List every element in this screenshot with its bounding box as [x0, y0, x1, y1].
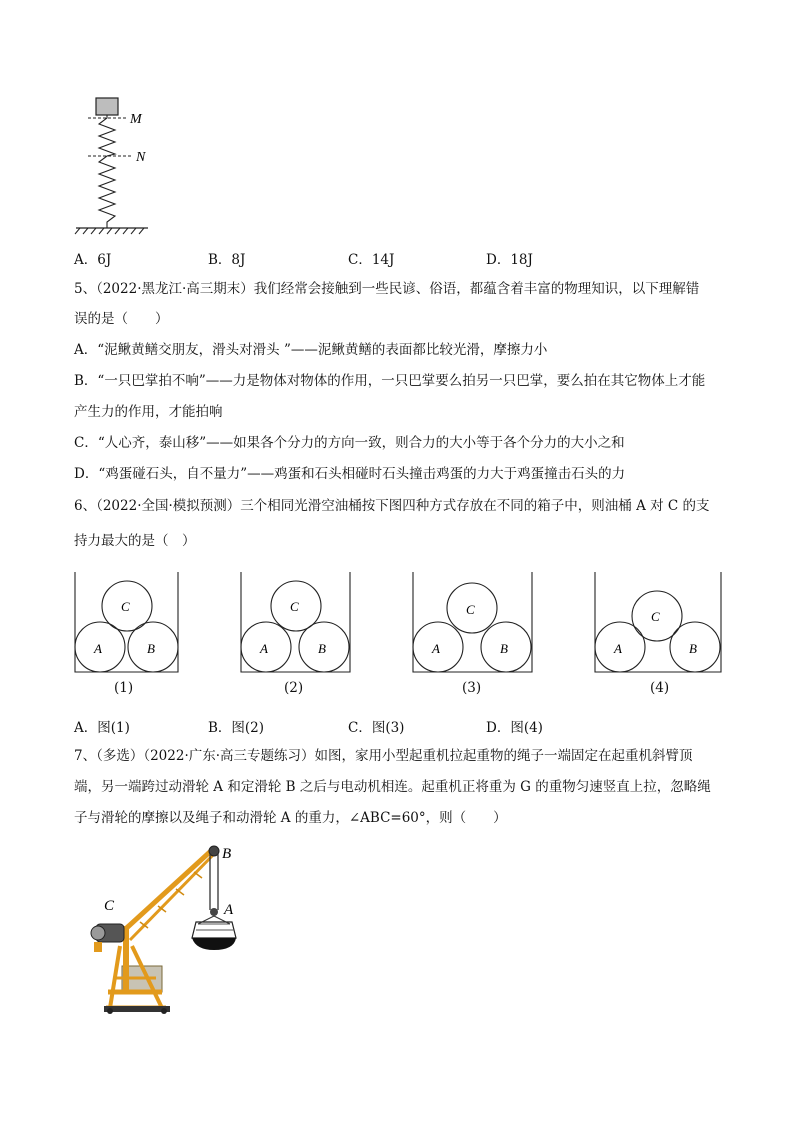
- q5-option-c[interactable]: C．“人心齐，泰山移”——如果各个分力的方向一致，则合力的大小等于各个分力的大小之和: [74, 435, 625, 451]
- q5-option-b-line2: 产生力的作用，才能拍响: [74, 404, 223, 420]
- q7-stem-line1: 7、（多选）（2022·广东·高三专题练习）如图，家用小型起重机拉起重物的绳子一端固定在起重机斜臂顶: [74, 748, 693, 764]
- label-c: C: [651, 609, 660, 624]
- q5-option-d[interactable]: D．“鸡蛋碰石头，自不量力”——鸡蛋和石头相碰时石头撞击鸡蛋的力大于鸡蛋撞击石头的力: [74, 466, 626, 482]
- figure-caption-3: (3): [462, 680, 482, 696]
- pulley-a: [210, 908, 218, 916]
- spring: [99, 115, 115, 228]
- barrel-box-figure-2: [240, 572, 352, 676]
- label-a: A: [224, 902, 234, 918]
- label-b: B: [689, 641, 697, 656]
- q5-stem-line1: 5、（2022·黑龙江·高三期末）我们经常会接触到一些民谚、俗语，都蕴含着丰富的物理知识，以下理解错: [74, 281, 700, 297]
- label-c: C: [290, 599, 299, 614]
- q4-option-d[interactable]: D．18J: [486, 252, 533, 268]
- figure-caption-2: (2): [284, 680, 304, 696]
- q6-option-b[interactable]: B．图(2): [208, 720, 265, 736]
- figure-caption-1: (1): [114, 680, 134, 696]
- ground-hatch: [75, 228, 144, 234]
- q6-option-d[interactable]: D．图(4): [486, 720, 543, 736]
- q5-option-a[interactable]: A．“泥鳅黄鳝交朋友，滑头对滑头 ”——泥鳅黄鳝的表面都比较光滑，摩擦力小: [74, 342, 548, 358]
- label-m: M: [130, 112, 142, 127]
- q6-option-a[interactable]: A．图(1): [74, 720, 130, 736]
- q5-option-b-line1[interactable]: B．“一只巴掌拍不响”——力是物体对物体的作用，一只巴掌要么拍另一只巴掌，要么拍在其它物体上才能: [74, 373, 706, 389]
- q4-option-c[interactable]: C．14J: [348, 252, 395, 268]
- label-b: B: [222, 846, 232, 862]
- label-c: C: [121, 599, 130, 614]
- block: [96, 98, 118, 115]
- q5-stem-line2: 误的是（ ）: [74, 311, 169, 327]
- q7-stem-line2: 端，另一端跨过动滑轮 A 和定滑轮 B 之后与电动机相连。起重机正将重为 G 的重物匀速竖直上拉，忽略绳: [74, 779, 711, 795]
- label-n: N: [136, 150, 146, 165]
- box-outline: [75, 572, 178, 672]
- label-a: A: [260, 641, 268, 656]
- q4-option-b[interactable]: B．8J: [208, 252, 246, 268]
- box-outline: [413, 572, 532, 672]
- barrel-box-figure-4: [594, 572, 724, 676]
- barrel-box-figure-3: [412, 572, 534, 676]
- wheel: [161, 1008, 167, 1014]
- label-c: C: [466, 602, 475, 617]
- label-b: B: [318, 641, 326, 656]
- q4-option-a[interactable]: A．6J: [74, 252, 112, 268]
- label-a: A: [432, 641, 440, 656]
- q6-option-c[interactable]: C．图(3): [348, 720, 405, 736]
- wheel: [107, 1008, 113, 1014]
- label-b: B: [147, 641, 155, 656]
- crane-base: [104, 946, 170, 1014]
- label-a: A: [94, 641, 102, 656]
- q7-stem-line3: 子与滑轮的摩擦以及绳子和动滑轮 A 的重力，∠ABC=60°，则（ ）: [74, 810, 507, 826]
- load: [192, 916, 236, 950]
- label-a: A: [614, 641, 622, 656]
- figure-caption-4: (4): [650, 680, 670, 696]
- crane-figure: [84, 838, 274, 1014]
- q6-stem-line2: 持力最大的是（ ）: [74, 533, 196, 549]
- barrel-box-figure-1: [74, 572, 180, 676]
- label-b: B: [500, 641, 508, 656]
- q6-stem-line1: 6、（2022·全国·模拟预测）三个相同光滑空油桶按下图四种方式存放在不同的箱子中，则油桶 A 对 C 的支: [74, 498, 710, 514]
- spring-block-figure: [70, 92, 180, 242]
- label-c: C: [104, 898, 115, 914]
- box-outline: [241, 572, 350, 672]
